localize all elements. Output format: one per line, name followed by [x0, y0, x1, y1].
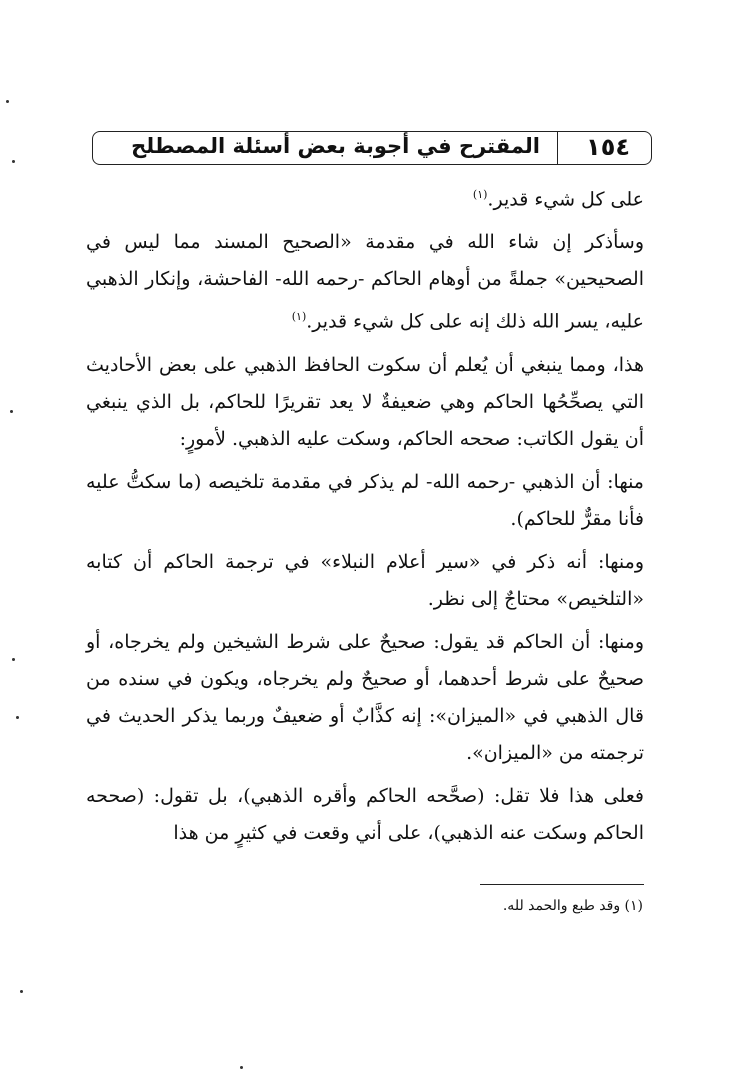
- running-title: المقترح في أجوبة بعض أسئلة المصطلح: [131, 134, 540, 158]
- paragraph-4: منها: أن الذهبي -رحمه الله- لم يذكر في مقدمة تلخيصه (ما سكتُّ عليه فأنا مقرٌّ للحاكم).: [86, 470, 644, 530]
- main-text: [86, 176, 644, 858]
- page-number: ١٥٤: [586, 133, 630, 161]
- footnote-separator: [480, 884, 644, 885]
- scan-speck: [10, 410, 13, 413]
- paragraph-7: فعلى هذا فلا تقل: (صحَّحه الحاكم وأقره الذهبي)، بل تقول: (صححه الحاكم وسكت عنه الذهبي)، على أني وقعت في كثيرٍ من هذا: [86, 784, 644, 844]
- paragraph-2-text: وسأذكر إن شاء الله في مقدمة «الصحيح المسند مما ليس في الصحيحين» جملةً من أوهام الحاكم -رحمه الله- الفاحشة، وإنكار الذهبي عليه، يسر الله ذلك إنه على كل شيء قدير.: [86, 231, 644, 333]
- paragraph-6: ومنها: أن الحاكم قد يقول: صحيحٌ على شرط الشيخين ولم يخرجاه، أو صحيحٌ على شرط أحدهما، أو صحيحٌ ولم يخرجاه، ويكون في سنده من قال الذهبي في «الميزان»: إنه كذَّابٌ أو ضعيفٌ وربما يذكر الحديث في ترجمته من «الميزان».: [86, 630, 644, 764]
- scan-speck: [240, 1066, 243, 1069]
- scan-speck: [6, 100, 9, 103]
- footnote-ref-2: (١): [291, 310, 307, 324]
- paragraph-5: ومنها: أنه ذكر في «سير أعلام النبلاء» في ترجمة الحاكم أن كتابه «التلخيص» محتاجٌ إلى نظر.: [86, 550, 644, 610]
- footnote: (١) وقد طبع والحمد لله.: [502, 898, 643, 914]
- paragraph-1: [86, 176, 644, 218]
- scan-speck: [16, 716, 19, 719]
- paragraph-2: [86, 224, 644, 340]
- footnote-ref-1: (١): [472, 188, 488, 201]
- paragraph-1-text: على كل شيء قدير.: [487, 188, 644, 211]
- page-number-box: [557, 131, 652, 165]
- scan-speck: [20, 990, 23, 993]
- page-header: [92, 131, 652, 165]
- scan-speck: [12, 160, 15, 163]
- paragraph-3: هذا، ومما ينبغي أن يُعلم أن سكوت الحافظ الذهبي على بعض الأحاديث التي يصحِّحُها الحاكم وهي ضعيفةٌ لا يعد تقريرًا للحاكم، بل الذي ينبغي أن يقول الكاتب: صححه الحاكم، وسكت عليه الذهبي. لأمورٍ:: [86, 353, 644, 450]
- scan-speck: [12, 658, 15, 661]
